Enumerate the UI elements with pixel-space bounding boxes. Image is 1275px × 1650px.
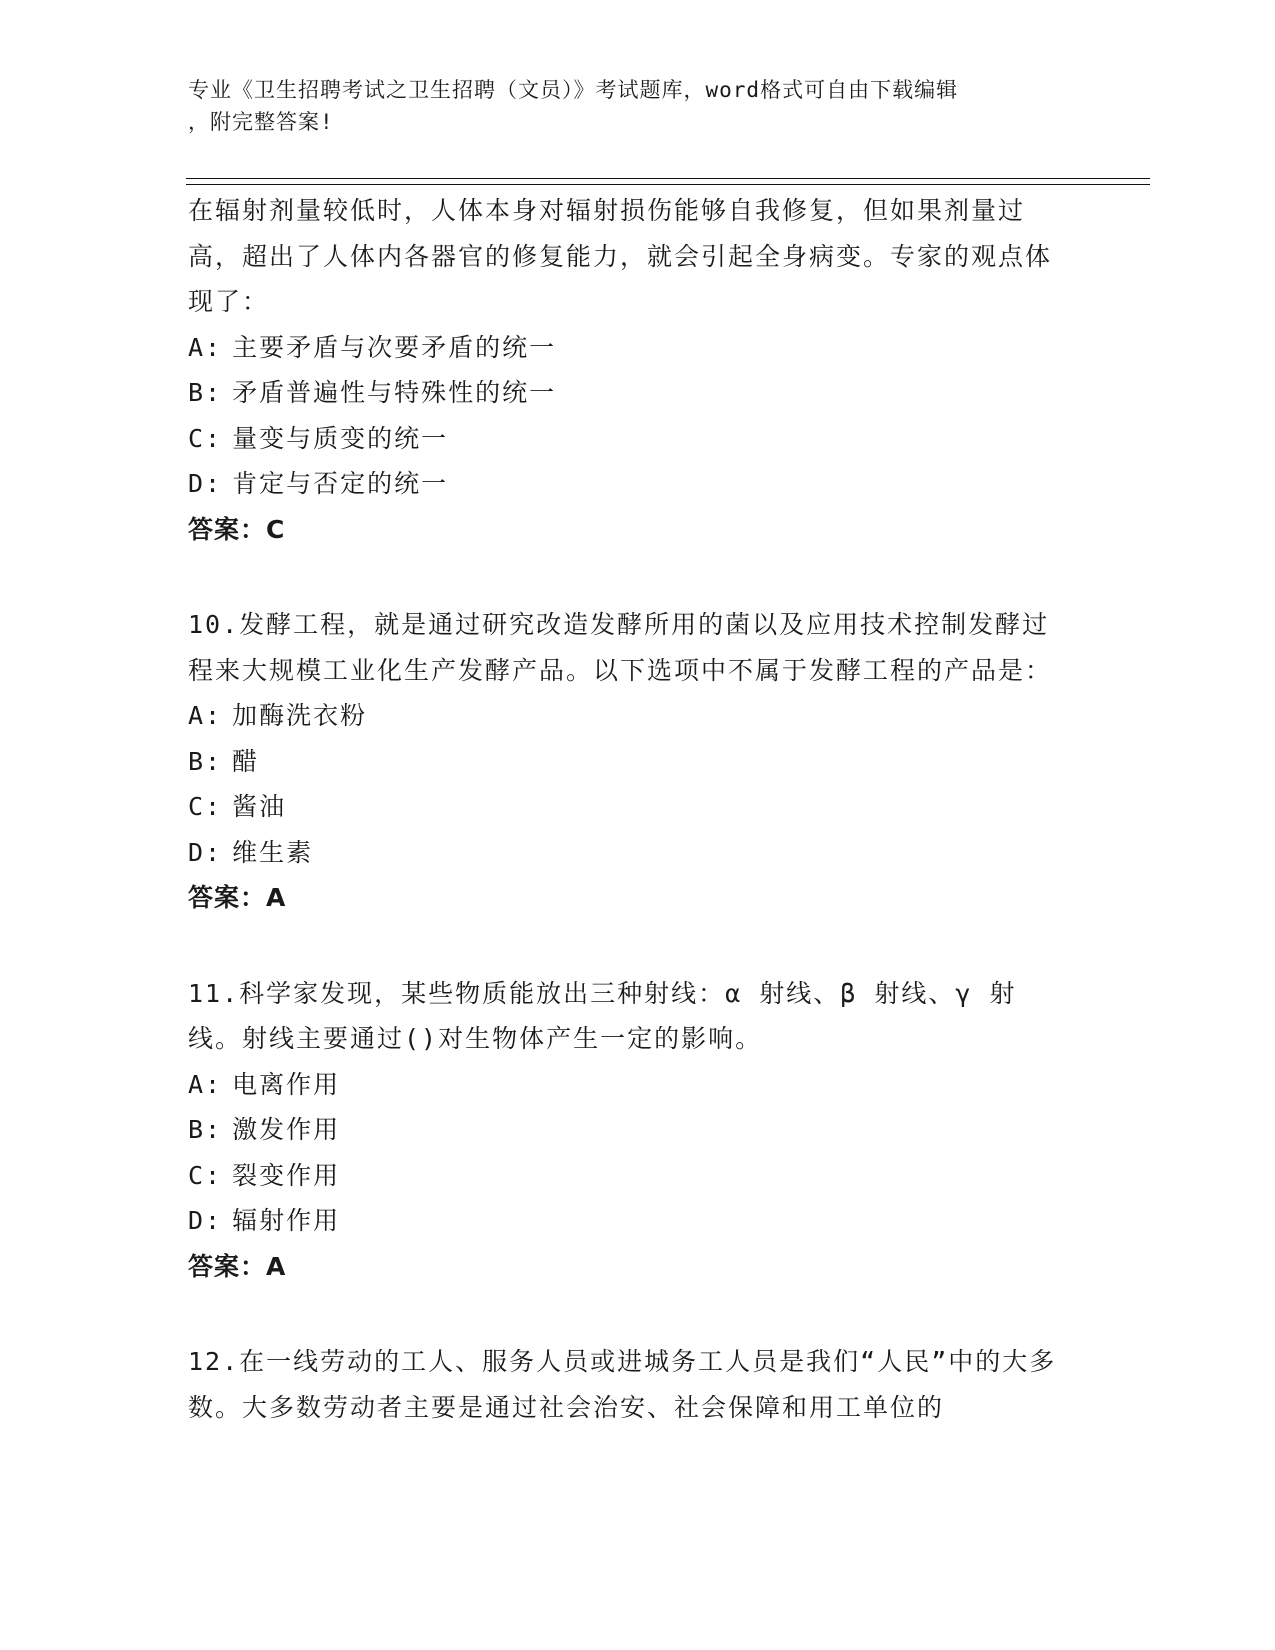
option-b	[188, 370, 1068, 416]
option-key: A:	[188, 332, 223, 362]
option-key: A:	[188, 1069, 223, 1099]
option-text: 肯定与否定的统一	[232, 469, 449, 498]
option-key: D:	[188, 469, 223, 498]
question-item	[188, 971, 1068, 1290]
option-a	[188, 693, 1068, 739]
answer-line: 答案：C	[188, 514, 286, 544]
option-text: 裂变作用	[232, 1160, 341, 1190]
option-b	[188, 739, 1068, 785]
option-d	[188, 830, 1068, 876]
question-item	[188, 602, 1068, 921]
answer-line: 答案：A	[188, 883, 287, 912]
document-header	[188, 74, 1068, 138]
option-key: C:	[188, 423, 223, 453]
option-text: 量变与质变的统一	[232, 423, 449, 453]
option-text: 加酶洗衣粉	[232, 701, 368, 730]
option-text: 酱油	[232, 792, 287, 821]
question-spacer	[188, 921, 1068, 971]
option-text: 矛盾普遍性与特殊性的统一	[232, 378, 557, 407]
option-d	[188, 461, 1068, 507]
option-key: B:	[188, 378, 223, 407]
question-item	[188, 188, 1068, 552]
header-line-1: 专业《卫生招聘考试之卫生招聘（文员）》考试题库，word格式可自由下载编辑	[188, 78, 959, 102]
header-rule-top	[186, 178, 1150, 179]
option-c	[188, 784, 1068, 830]
option-a	[188, 325, 1068, 371]
option-text: 激发作用	[232, 1115, 341, 1144]
question-stem: 10.发酵工程，就是通过研究改造发酵所用的菌以及应用技术控制发酵过程来大规模工业化生产发酵产品。以下选项中不属于发酵工程的产品是：	[188, 610, 1053, 685]
question-spacer	[188, 1289, 1068, 1339]
option-text: 电离作用	[232, 1069, 341, 1099]
option-a	[188, 1062, 1068, 1108]
question-spacer	[188, 552, 1068, 602]
option-key: D:	[188, 837, 223, 867]
question-stem: 11.科学家发现，某些物质能放出三种射线：α 射线、β 射线、γ 射线。射线主要通过()对生物体产生一定的影响。	[188, 978, 1017, 1053]
option-text: 维生素	[232, 837, 314, 867]
header-line-2: ，附完整答案!	[188, 110, 334, 134]
option-key: D:	[188, 1206, 223, 1235]
option-c	[188, 1153, 1068, 1199]
question-stem: 在辐射剂量较低时，人体本身对辐射损伤能够自我修复，但如果剂量过高，超出了人体内各器官的修复能力，就会引起全身病变。专家的观点体现了：	[188, 196, 1053, 316]
option-text: 主要矛盾与次要矛盾的统一	[232, 332, 557, 362]
option-key: B:	[188, 1115, 223, 1144]
option-key: B:	[188, 746, 223, 776]
option-text: 辐射作用	[232, 1206, 341, 1235]
option-text: 醋	[232, 746, 260, 776]
option-b	[188, 1107, 1068, 1153]
question-stem: 12.在一线劳动的工人、服务人员或进城务工人员是我们“人民”中的大多数。大多数劳动者主要是通过社会治安、社会保障和用工单位的	[188, 1347, 1057, 1422]
option-key: C:	[188, 792, 223, 821]
option-key: C:	[188, 1160, 223, 1190]
option-key: A:	[188, 701, 223, 730]
question-item	[188, 1339, 1068, 1430]
answer-line: 答案：A	[188, 1251, 287, 1281]
option-c	[188, 416, 1068, 462]
question-list	[188, 188, 1068, 1430]
option-d	[188, 1198, 1068, 1244]
header-rule-bottom	[186, 184, 1150, 185]
